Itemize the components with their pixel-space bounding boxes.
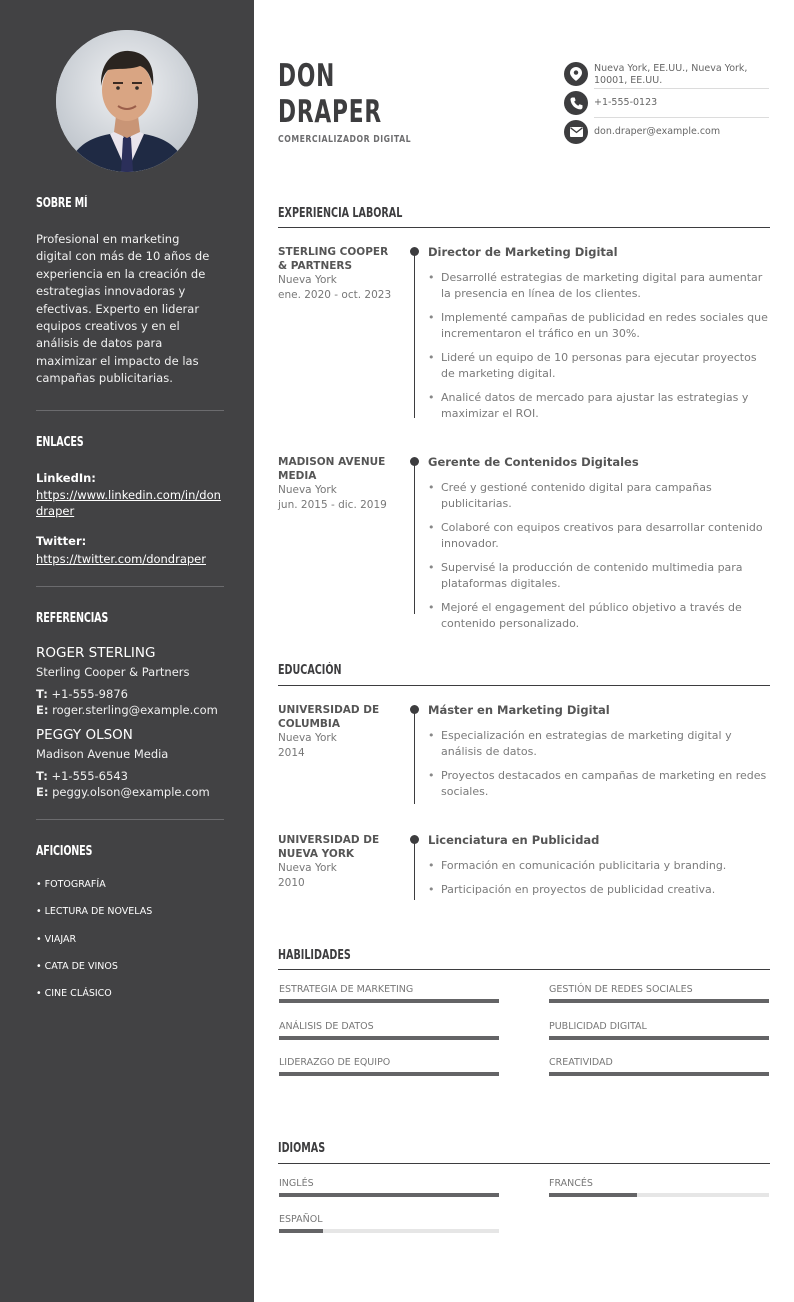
graduation-year: 2010 <box>278 877 305 889</box>
twitter-link[interactable]: https://twitter.com/dondraper <box>36 551 206 566</box>
skill-item <box>549 1057 769 1068</box>
company-name: MADISON AVENUE MEDIA <box>278 456 386 482</box>
education-heading: EDUCACIÓN <box>278 663 342 678</box>
language-label: ESPAÑOL <box>279 1214 323 1225</box>
language-bar-fill <box>279 1229 323 1233</box>
skill-bar <box>279 1036 499 1040</box>
language-item <box>279 1214 499 1225</box>
reference-name: PEGGY OLSON <box>36 727 133 743</box>
location-icon <box>564 62 588 86</box>
language-item <box>279 1178 499 1189</box>
reference-item <box>36 645 236 718</box>
language-bar-fill <box>279 1193 499 1197</box>
skill-bar-fill <box>549 1072 769 1076</box>
reference-email: E: roger.sterling@example.com <box>36 702 218 717</box>
reference-phone: T: +1-555-6543 <box>36 768 128 783</box>
list-item: • Formación en comunicación publicitaria y branding. <box>428 858 770 874</box>
section-divider <box>278 969 770 970</box>
reference-phone: T: +1-555-9876 <box>36 686 128 701</box>
sidebar-divider <box>36 586 224 587</box>
contact-phone: +1-555-0123 <box>594 97 658 108</box>
timeline-line <box>414 252 415 418</box>
skill-item <box>279 984 499 995</box>
timeline-dot <box>410 247 419 256</box>
link-item-twitter <box>36 533 222 566</box>
skill-bar <box>279 1072 499 1076</box>
job-dates: jun. 2015 - dic. 2019 <box>278 499 387 511</box>
graduation-year: 2014 <box>278 747 305 759</box>
section-divider <box>278 227 770 228</box>
portrait-image <box>56 30 198 172</box>
timeline-line <box>414 710 415 804</box>
skill-bar <box>549 1036 769 1040</box>
education-bullets <box>428 728 770 800</box>
job-role: Director de Marketing Digital <box>428 245 618 259</box>
link-item-linkedin <box>36 470 222 519</box>
skill-label: PUBLICIDAD DIGITAL <box>549 1021 647 1032</box>
education-bullets <box>428 858 770 898</box>
job-role: Gerente de Contenidos Digitales <box>428 455 639 469</box>
experience-heading: EXPERIENCIA LABORAL <box>278 206 403 221</box>
degree-title: Máster en Marketing Digital <box>428 703 610 717</box>
sidebar-divider <box>36 819 224 820</box>
skill-bar-fill <box>549 1036 769 1040</box>
hobby-item: • FOTOGRAFÍA <box>36 879 106 890</box>
company-name: STERLING COOPER & PARTNERS <box>278 246 389 272</box>
timeline-dot <box>410 835 419 844</box>
skill-bar-fill <box>279 999 499 1003</box>
reference-item <box>36 727 236 800</box>
language-bar <box>279 1193 499 1197</box>
language-bar <box>549 1193 769 1197</box>
timeline-dot <box>410 705 419 714</box>
link-label: Twitter: <box>36 534 87 549</box>
skill-item <box>279 1057 499 1068</box>
link-label: LinkedIn: <box>36 471 96 485</box>
sidebar <box>0 0 254 1302</box>
skill-bar <box>549 1072 769 1076</box>
skill-bar-fill <box>549 999 769 1003</box>
list-item: • Participación en proyectos de publicidad creativa. <box>428 882 770 898</box>
list-item: • Especialización en estrategias de marketing digital y análisis de datos. <box>428 728 770 760</box>
education-entry-meta <box>278 703 396 761</box>
list-item: • Mejoré el engagement del público objetivo a través de contenido personalizado. <box>428 600 770 632</box>
contact-divider <box>594 88 769 89</box>
language-label: INGLÉS <box>279 1178 314 1189</box>
timeline-line <box>414 462 415 614</box>
skill-item <box>279 1021 499 1032</box>
languages-heading: IDIOMAS <box>278 1141 326 1156</box>
section-divider <box>278 685 770 686</box>
list-item: • Lideré un equipo de 10 personas para ejecutar proyectos de marketing digital. <box>428 350 770 382</box>
school-name: UNIVERSIDAD DE COLUMBIA <box>278 704 380 730</box>
skill-label: CREATIVIDAD <box>549 1057 613 1068</box>
language-bar-fill <box>549 1193 637 1197</box>
experience-entry-meta <box>278 245 396 303</box>
hobby-item: • CINE CLÁSICO <box>36 988 112 999</box>
contact-address: Nueva York, EE.UU., Nueva York, 10001, EE.UU. <box>594 63 748 86</box>
email-icon <box>564 120 588 144</box>
skill-bar <box>549 999 769 1003</box>
skill-bar-fill <box>279 1072 499 1076</box>
references-heading: REFERENCIAS <box>36 611 109 626</box>
skills-heading: HABILIDADES <box>278 948 351 963</box>
linkedin-link[interactable]: https://www.linkedin.com/in/dondraper <box>36 488 221 519</box>
about-text: Profesional en marketing digital con más de 10 años de experiencia en la creación de estrategias innovadoras y efectivas. Experto en liderar equipos creativos y en el análisis de datos para maximizar el impacto de las campañas publicitarias. <box>36 232 210 386</box>
reference-name: ROGER STERLING <box>36 645 156 661</box>
sidebar-divider <box>36 410 224 411</box>
education-entry-meta <box>278 833 396 891</box>
list-item: • Colaboré con equipos creativos para desarrollar contenido innovador. <box>428 520 770 552</box>
first-name: DON <box>278 58 336 94</box>
hobbies-heading: AFICIONES <box>36 844 93 859</box>
degree-title: Licenciatura en Publicidad <box>428 833 600 847</box>
job-title: COMERCIALIZADOR DIGITAL <box>278 134 412 145</box>
list-item: • Analicé datos de mercado para ajustar las estrategias y maximizar el ROI. <box>428 390 770 422</box>
experience-entry-meta <box>278 455 396 513</box>
job-dates: ene. 2020 - oct. 2023 <box>278 289 392 301</box>
company-location: Nueva York <box>278 484 337 496</box>
hobby-item: • CATA DE VINOS <box>36 961 118 972</box>
links-list <box>36 470 222 567</box>
timeline-line <box>414 840 415 900</box>
section-divider <box>278 1163 770 1164</box>
language-label: FRANCÉS <box>549 1178 593 1189</box>
skill-label: ANÁLISIS DE DATOS <box>279 1021 374 1032</box>
reference-company: Sterling Cooper & Partners <box>36 665 190 680</box>
reference-email: E: peggy.olson@example.com <box>36 784 210 799</box>
job-bullets <box>428 480 770 632</box>
contact-email: don.draper@example.com <box>594 126 721 137</box>
phone-icon <box>564 91 588 115</box>
reference-company: Madison Avenue Media <box>36 747 169 762</box>
skill-item <box>549 984 769 995</box>
list-item: • Supervisé la producción de contenido multimedia para plataformas digitales. <box>428 560 770 592</box>
list-item: • Implementé campañas de publicidad en redes sociales que incrementaron el tráfico en un 30%. <box>428 310 770 342</box>
timeline-dot <box>410 457 419 466</box>
language-item <box>549 1178 769 1189</box>
about-heading: SOBRE MÍ <box>36 196 88 211</box>
links-heading: ENLACES <box>36 435 84 450</box>
last-name: DRAPER <box>278 94 382 130</box>
hobby-item: • VIAJAR <box>36 934 77 945</box>
list-item: • Desarrollé estrategias de marketing digital para aumentar la presencia en línea de los clientes. <box>428 270 770 302</box>
skill-label: GESTIÓN DE REDES SOCIALES <box>549 984 693 995</box>
company-location: Nueva York <box>278 274 337 286</box>
language-bar <box>279 1229 499 1233</box>
skill-item <box>549 1021 769 1032</box>
contact-divider <box>594 117 769 118</box>
skill-bar-fill <box>279 1036 499 1040</box>
skill-label: LIDERAZGO DE EQUIPO <box>279 1057 391 1068</box>
job-bullets <box>428 270 770 422</box>
list-item: • Creé y gestioné contenido digital para campañas publicitarias. <box>428 480 770 512</box>
skill-bar <box>279 999 499 1003</box>
avatar <box>56 30 198 172</box>
school-name: UNIVERSIDAD DE NUEVA YORK <box>278 834 380 860</box>
hobby-item: • LECTURA DE NOVELAS <box>36 906 153 917</box>
school-location: Nueva York <box>278 862 337 874</box>
school-location: Nueva York <box>278 732 337 744</box>
skill-label: ESTRATEGIA DE MARKETING <box>279 984 414 995</box>
list-item: • Proyectos destacados en campañas de marketing en redes sociales. <box>428 768 770 800</box>
